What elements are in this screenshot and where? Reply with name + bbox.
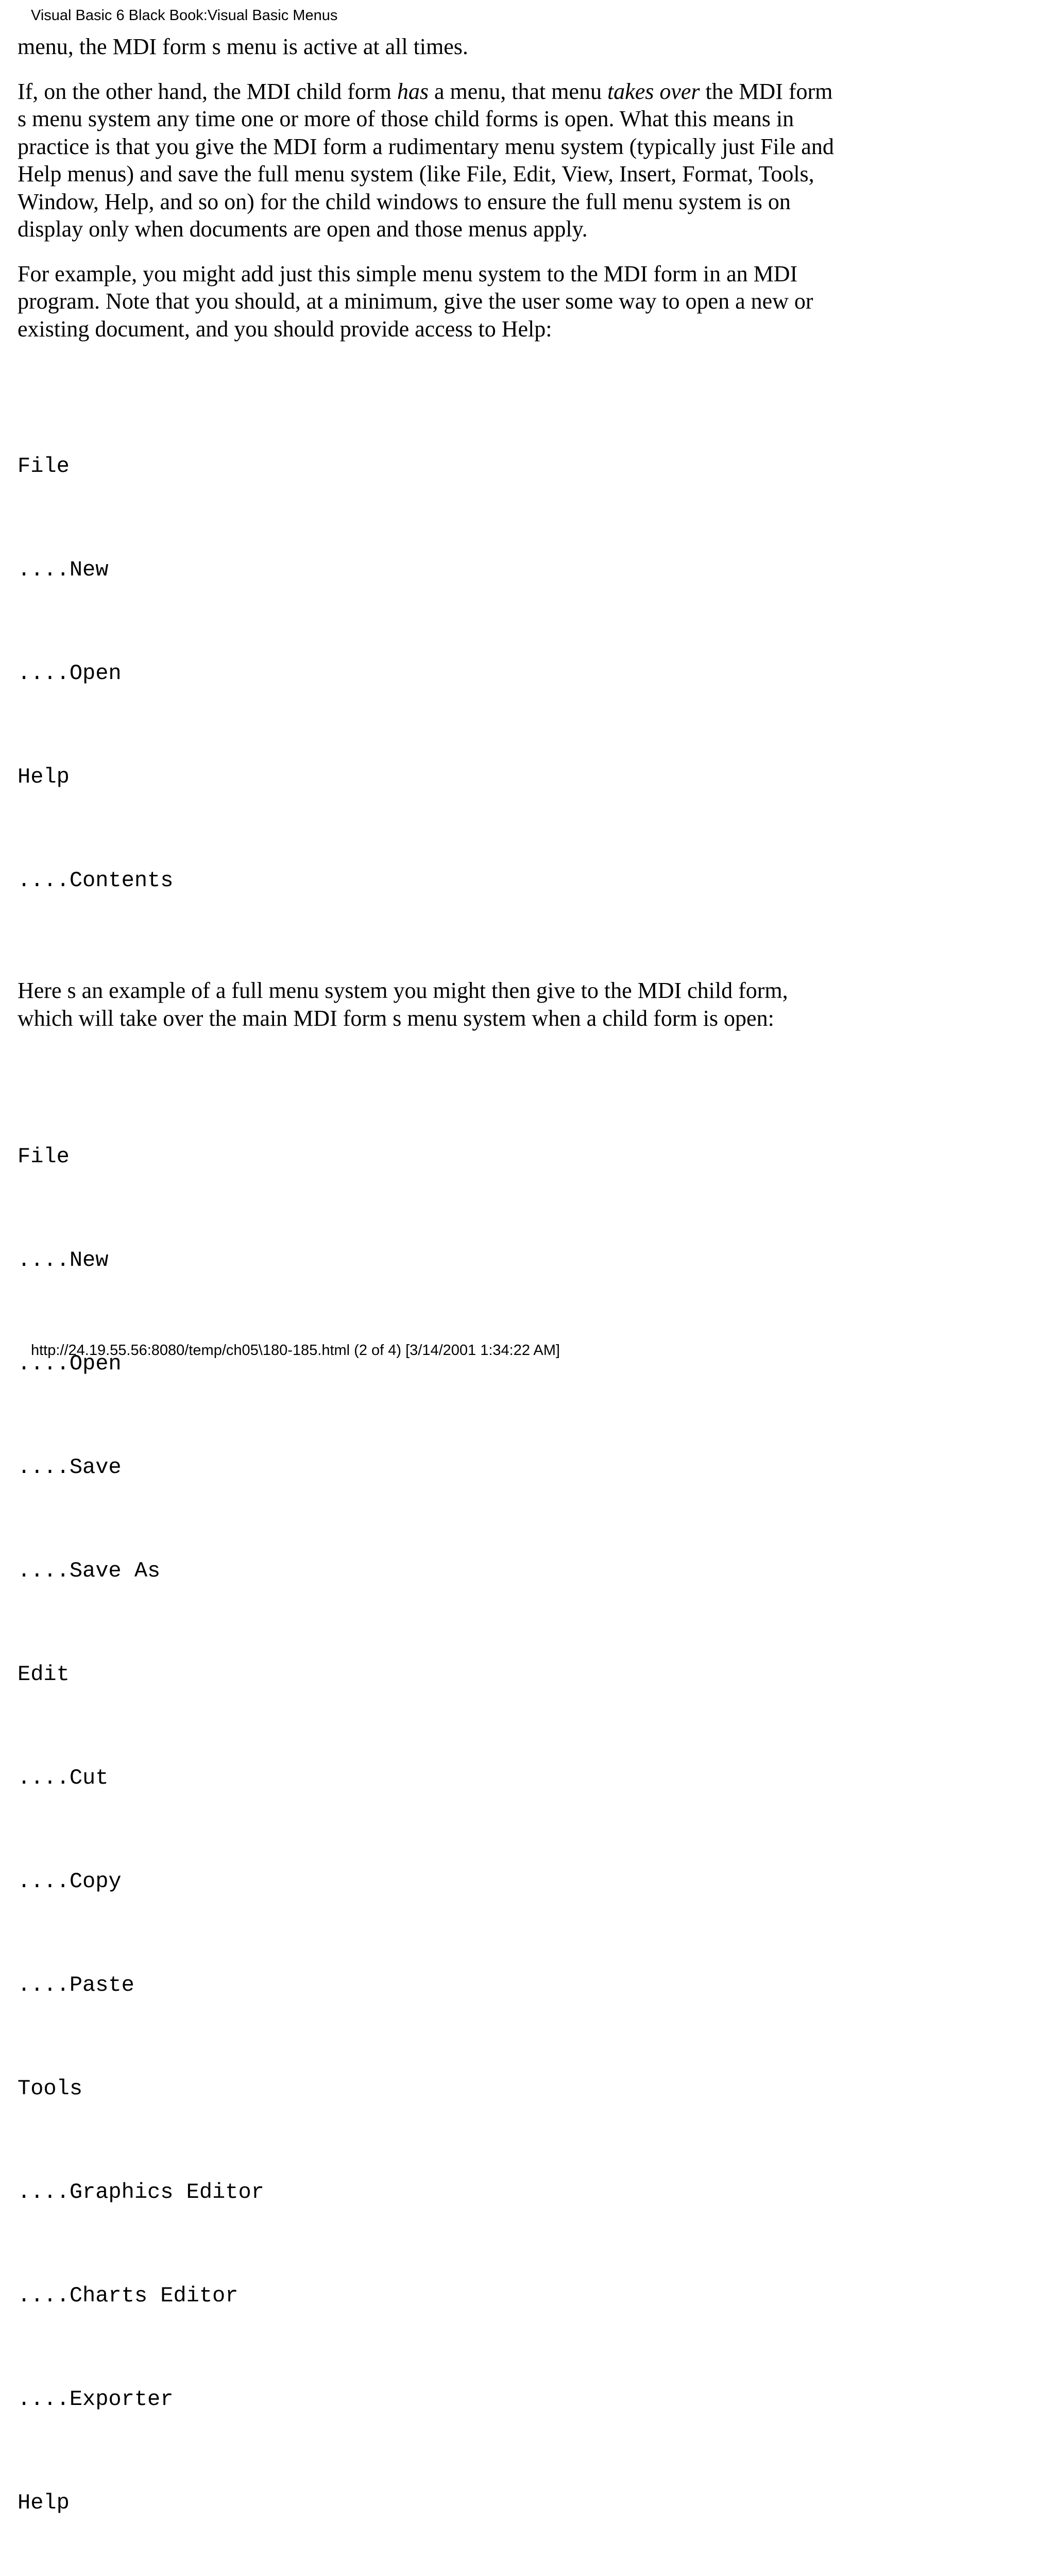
document-body — [18, 33, 837, 2576]
code-line: ....Save — [18, 1455, 122, 1480]
code-line: ....New — [18, 557, 109, 582]
code-line: ....Charts Editor — [18, 2283, 239, 2308]
code-line: ....Contents — [18, 868, 174, 893]
code-line: Help — [18, 2490, 70, 2515]
code-line: Edit — [18, 1662, 70, 1687]
code-line: ....Paste — [18, 1973, 134, 1997]
code-line: ....Graphics Editor — [18, 2180, 264, 2205]
code-line: ....New — [18, 1248, 109, 1273]
paragraph-2-part-a: If, on the other hand, the MDI child form — [18, 78, 397, 104]
code-line: ....Exporter — [18, 2387, 174, 2412]
paragraph-1: menu, the MDI form s menu is active at all times. — [18, 34, 468, 59]
page-footer: http://24.19.55.56:8080/temp/ch05\180-185.html (2 of 4) [3/14/2001 1:34:22 AM] — [31, 1342, 560, 1359]
code-line: File — [18, 454, 70, 479]
code-line: ....Save As — [18, 1558, 161, 1583]
code-line: ....Open — [18, 661, 122, 686]
code-line: ....Copy — [18, 1869, 122, 1894]
child-menu-code-block — [18, 1071, 837, 2576]
code-line: Help — [18, 765, 70, 789]
emphasis-takes-over: takes over — [607, 78, 700, 104]
code-line: Tools — [18, 2076, 83, 2101]
paragraph-2 — [18, 78, 837, 243]
emphasis-has: has — [397, 78, 429, 104]
paragraph-4: Here s an example of a full menu system you might then give to the MDI child form, which will take over the main MDI form s menu system when a child form is open: — [18, 978, 788, 1031]
mdi-menu-code-block — [18, 380, 837, 967]
code-line: ....Cut — [18, 1766, 109, 1790]
code-line: ....Open — [18, 1351, 122, 1376]
paragraph-2-part-c: the MDI form s menu system any time one or more of those child forms is open. What this means in practice is that you give the MDI form a rudimentary menu system (typically just File and Help menus) and save the full menu system (like File, Edit, View, Insert, Format, Tools, Window, Help, and so on) for the child windows to ensure the full menu system is on display only when documents are open and those menus apply. — [18, 78, 834, 242]
code-line: File — [18, 1144, 70, 1169]
paragraph-3: For example, you might add just this simple menu system to the MDI form in an MDI program. Note that you should, at a minimum, give the user some way to open a new or existing document, and you should provide access to Help: — [18, 261, 813, 342]
paragraph-2-part-b: a menu, that menu — [428, 78, 607, 104]
page-header: Visual Basic 6 Black Book:Visual Basic Menus — [31, 7, 338, 24]
